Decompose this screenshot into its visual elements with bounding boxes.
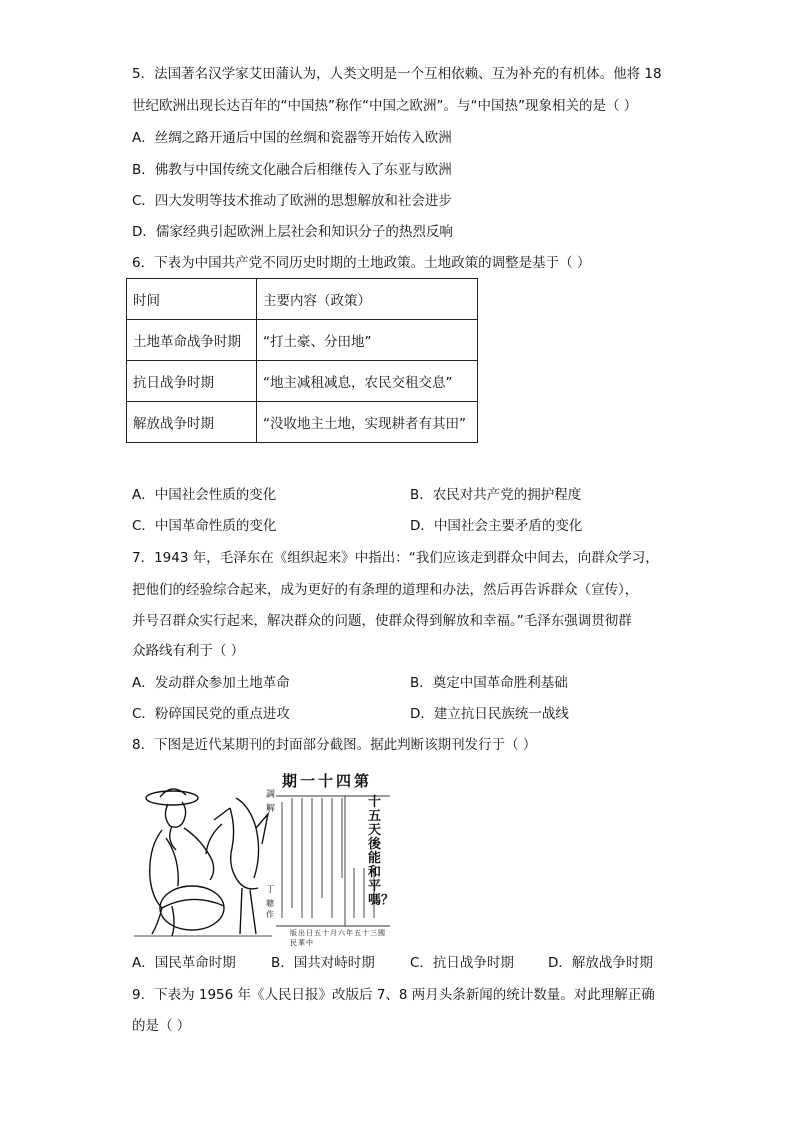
periodical-cover-image [132,768,395,947]
q6-option-c: C．中国革命性质的变化 [132,518,277,534]
table-row [127,320,478,361]
q6-stem: 6．下表为中国共产党不同历史时期的土地政策。土地政策的调整是基于（ ） [132,255,591,271]
q7-option-b: B．奠定中国革命胜利基础 [410,675,568,691]
cover-headline: 十五天後能和平嗎？ [368,795,395,908]
q8-option-d: D．解放战争时期 [548,955,653,971]
q7-option-a: A．发动群众参加土地革命 [132,675,290,691]
q7-stem-line-1: 7．1943 年，毛泽东在《组织起来》中指出：“我们应该走到群众中间去，向群众学习， [132,550,659,566]
q7-stem-line-4: 众路线有利于（ ） [132,643,245,659]
table-cell: “没收地主土地，实现耕者有其田” [257,402,478,443]
table-cell: “地主减租减息，农民交租交息” [257,361,478,402]
q8-option-a: A．国民革命时期 [132,955,236,971]
cover-issue-header: 期一十四第 [282,772,373,790]
table-cell: 抗日战争时期 [127,361,257,402]
q9-stem-line-2: 的是（ ） [132,1018,191,1034]
q5-option-c: C．四大发明等技术推动了欧洲的思想解放和社会进步 [132,193,452,209]
q8-option-c: C．抗日战争时期 [410,955,514,971]
table-row [127,361,478,402]
cover-illustration [132,768,395,940]
cover-artist-surname: 丁 [266,885,276,895]
q5-option-a: A．丝绸之路开通后中国的丝绸和瓷器等开始传入欧洲 [132,130,452,146]
table-header-row [127,279,478,320]
q7-stem-line-3: 并号召群众实行起来，解决群众的问题，使群众得到解放和幸福。”毛泽东强调贯彻群 [132,613,632,629]
cover-side-label: 調解 [266,790,276,814]
land-policy-table [126,278,478,443]
q7-option-d: D．建立抗日民族统一战线 [410,706,569,722]
cover-artist-credit: 聰作 [266,899,274,919]
q7-option-c: C．粉碎国民党的重点进攻 [132,706,290,722]
q5-stem-line-2: 世纪欧洲出现长达百年的“中国热”称作“中国之欧洲”。与“中国热”现象相关的是（ ） [132,98,638,114]
q7-stem-line-2: 把他们的经验综合起来，成为更好的有条理的道理和办法，然后再告诉群众（宣传）， [132,582,639,598]
q5-stem-line-1: 5．法国著名汉学家艾田蒲认为，人类文明是一个互相依赖、互为补充的有机体。他将 18 [132,66,662,82]
q8-option-b: B．国共对峙时期 [271,955,375,971]
q5-option-b: B．佛教与中国传统文化融合后相继传入了东亚与欧洲 [132,162,452,178]
q9-stem-line-1: 9．下表为 1956 年《人民日报》改版后 7、8 两月头条新闻的统计数量。对此理解正确 [132,987,655,1003]
q5-option-d: D．儒家经典引起欧洲上层社会和知识分子的热烈反响 [132,224,453,240]
q8-stem: 8．下图是近代某期刊的封面部分截图。据此判断该期刊发行于（ ） [132,737,537,753]
table-header-cell: 时间 [127,279,257,320]
table-header-cell: 主要内容（政策） [257,279,478,320]
table-cell: 土地革命战争时期 [127,320,257,361]
q6-option-a: A．中国社会性质的变化 [132,487,277,503]
table-row [127,402,478,443]
cover-footer: 版出日五十月六年五十三國民華中 [290,929,386,947]
q6-option-b: B．农民对共产党的拥护程度 [410,487,582,503]
table-cell: “打土豪、分田地” [257,320,478,361]
table-cell: 解放战争时期 [127,402,257,443]
q6-option-d: D．中国社会主要矛盾的变化 [410,518,583,534]
